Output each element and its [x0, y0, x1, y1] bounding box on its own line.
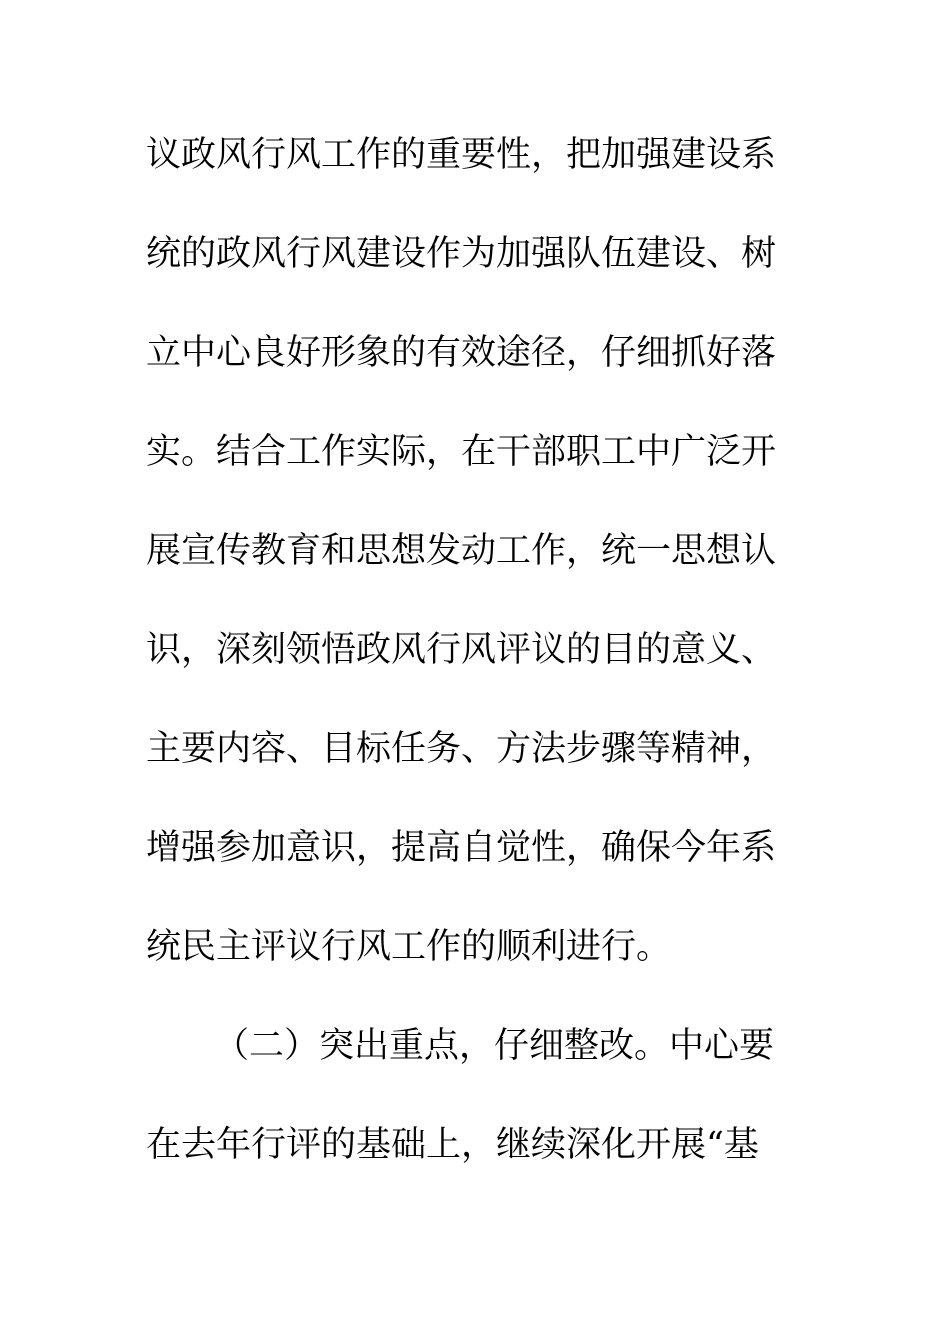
text-line: 议政风行风工作的重要性，把加强建设系 [146, 135, 777, 175]
text-line: 立中心良好形象的有效途径，仔细抓好落 [146, 333, 777, 373]
text-line: 统的政风行风建设作为加强队伍建设、树 [146, 234, 777, 274]
text-line: 主要内容、目标任务、方法步骤等精神， [146, 729, 777, 769]
text-line: 增强参加意识，提高自觉性，确保今年系 [146, 828, 777, 868]
text-line: 实。结合工作实际，在干部职工中广泛开 [146, 432, 777, 472]
text-line: 识，深刻领悟政风行风评议的目的意义、 [146, 630, 777, 670]
text-line: 在去年行评的基础上，继续深化开展“基 [146, 1125, 759, 1165]
section-heading-line: （二）突出重点，仔细整改。中心要 [214, 1026, 775, 1066]
text-line: 统民主评议行风工作的顺利进行。 [146, 927, 672, 967]
text-line: 展宣传教育和思想发动工作，统一思想认 [146, 531, 777, 571]
body-text [146, 126, 786, 1215]
